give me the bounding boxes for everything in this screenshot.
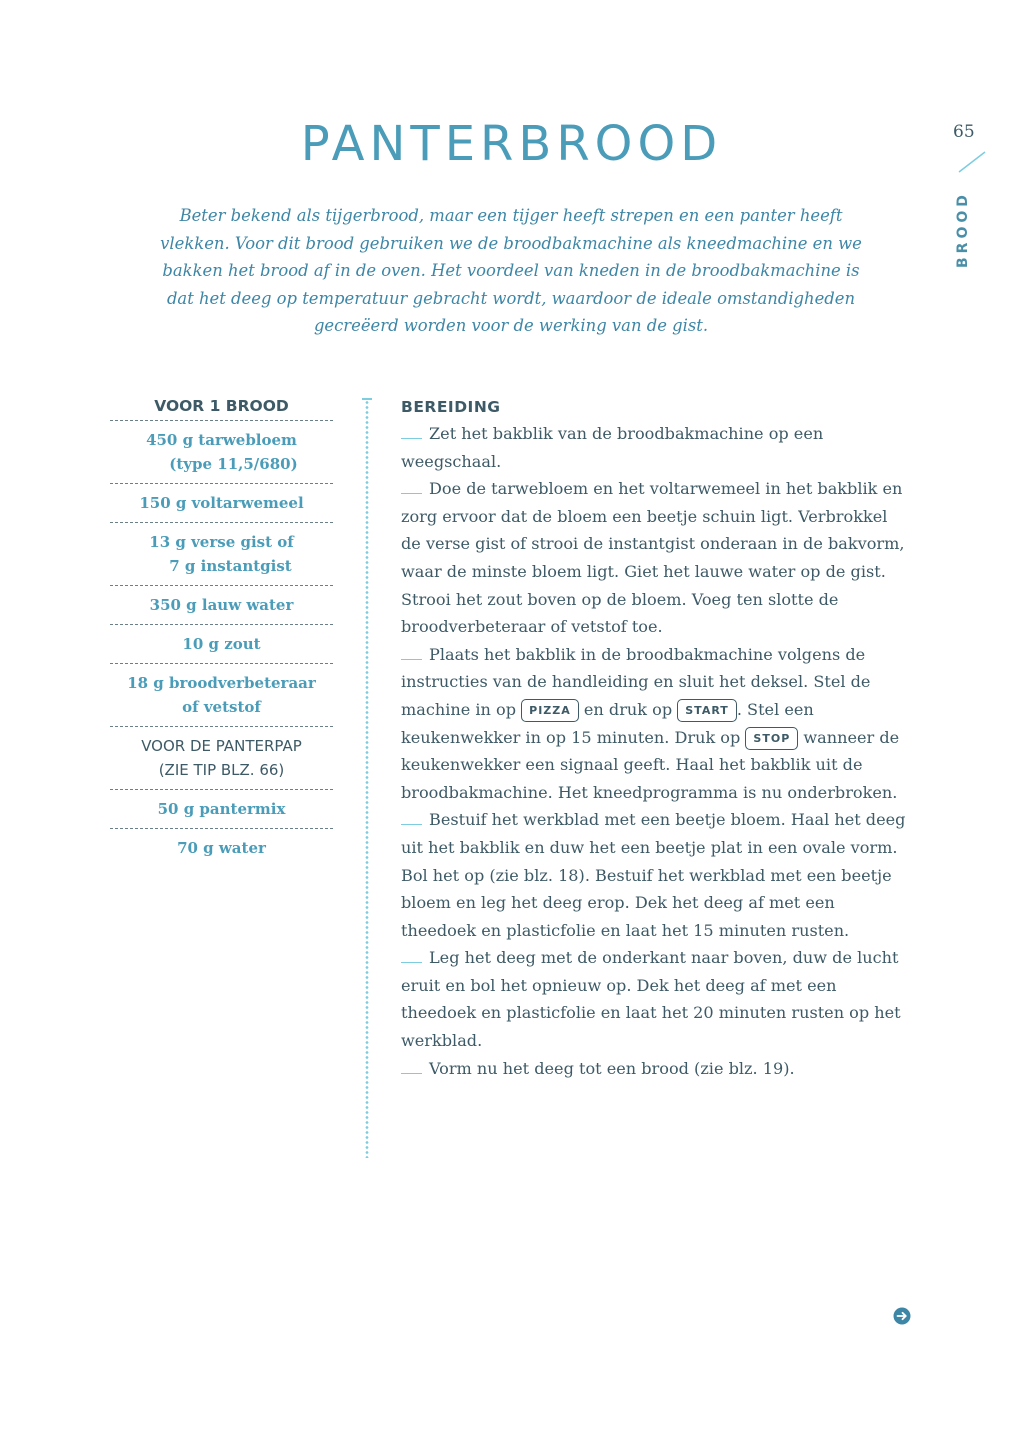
arrow-right-circle-icon[interactable] xyxy=(893,1307,911,1325)
step-text: Vorm nu het deeg tot een brood (zie blz. 19). xyxy=(429,1058,795,1078)
step-text: en druk op xyxy=(583,699,673,719)
preparation-step xyxy=(401,1055,911,1083)
preparation-step xyxy=(401,420,911,475)
step-text: Leg het deeg met de onderkant naar boven, duw de lucht eruit en bol het opnieuw op. Dek het deeg af met een theedoek en plasticfolie en laat het 20 minuten rusten op het werkblad. xyxy=(401,948,901,1051)
subheader-line: VOOR DE PANTERPAP xyxy=(141,737,302,755)
ingredient-item xyxy=(110,484,333,523)
start-button-label: START xyxy=(677,699,737,722)
column-divider xyxy=(365,400,369,1158)
step-dash-icon xyxy=(401,962,422,963)
section-label: BROOD xyxy=(955,191,971,268)
ingredient-line: 18 g broodverbeteraar xyxy=(127,674,316,692)
ingredient-line: 50 g pantermix xyxy=(157,800,286,818)
step-text: . Stel een keukenwekker in op 15 minuten. Druk op xyxy=(401,699,814,747)
ingredient-item xyxy=(110,829,333,867)
preparation-step xyxy=(401,641,911,807)
ingredient-item xyxy=(110,790,333,829)
ingredient-line-2: 7 g instantgist xyxy=(169,557,292,575)
step-dash-icon xyxy=(401,824,422,825)
step-text: wanneer de keukenwekker een signaal geeft. Haal het bakblik uit de broodbakmachine. Het kneedprogramma is nu onderbroken. xyxy=(401,727,900,802)
ingredient-line-2: (type 11,5/680) xyxy=(169,455,298,473)
step-text: Plaats het bakblik in de broodbakmachine volgens de instructies van de handleiding en sluit het deksel. Stel de machine in op xyxy=(401,644,871,719)
ingredients-subheader xyxy=(110,727,333,790)
preparation-step xyxy=(401,475,911,641)
ingredient-line: 150 g voltarwemeel xyxy=(139,494,304,512)
step-text: Doe de tarwebloem en het voltarwemeel in het bakblik en zorg ervoor dat de bloem een beetje schuin ligt. Verbrokkel de verse gist of strooi de instantgist onderaan in de bakvorm, waar de minste bloem ligt. Giet het lauwe water op de gist. Strooi het zout boven op de bloem. Voeg ten slotte de broodverbeteraar of vetstof toe. xyxy=(401,479,905,637)
ingredient-line: 350 g lauw water xyxy=(149,596,294,614)
recipe-intro: Beter bekend als tijgerbrood, maar een tijger heeft strepen en een panter heeft vlekken. Voor dit brood gebruiken we de broodbakmachine als kneedmachine en we bakken het brood af in de oven. Het voordeel van kneden in de broodbakmachine is dat het deeg op temperatuur gebracht wordt, waardoor de ideale omstandigheden gecreëerd worden voor de werking van de gist. xyxy=(160,206,862,335)
ingredient-line: 10 g zout xyxy=(182,635,261,653)
ingredient-item xyxy=(110,421,333,484)
preparation-step xyxy=(401,944,911,1054)
ingredient-line: 70 g water xyxy=(177,839,266,857)
ingredient-item xyxy=(110,664,333,727)
subheader-line-2: (ZIE TIP BLZ. 66) xyxy=(158,761,285,779)
recipe-title: PANTERBROOD xyxy=(300,116,723,172)
pizza-button-label: PIZZA xyxy=(521,699,579,722)
ingredients-header: VOOR 1 BROOD xyxy=(110,392,333,421)
step-dash-icon xyxy=(401,438,422,439)
ingredient-line: 450 g tarwebloem xyxy=(146,431,297,449)
stop-button-label: STOP xyxy=(745,727,798,750)
page-number: 65 xyxy=(953,122,975,142)
step-text: Bestuif het werkblad met een beetje bloem. Haal het deeg uit het bakblik en duw het een beetje plat in een ovale vorm. Bol het op (zie blz. 18). Bestuif het werkblad met een beetje bloem en leg het deeg erop. Dek het deeg af met een theedoek en plasticfolie en laat het 15 minuten rusten. xyxy=(401,810,906,940)
step-dash-icon xyxy=(401,493,422,494)
step-dash-icon xyxy=(401,659,422,660)
ingredient-line: 13 g verse gist of xyxy=(149,533,294,551)
preparation-step xyxy=(401,806,911,944)
preparation-section xyxy=(401,394,911,1082)
preparation-heading: BEREIDING xyxy=(401,398,501,416)
step-dash-icon xyxy=(401,1073,422,1074)
ingredient-item xyxy=(110,523,333,586)
ingredient-line-2: of vetstof xyxy=(182,698,261,716)
ingredients-list xyxy=(110,392,333,867)
ingredient-item xyxy=(110,586,333,625)
ingredient-item xyxy=(110,625,333,664)
step-text: Zet het bakblik van de broodbakmachine op een weegschaal. xyxy=(401,424,824,471)
